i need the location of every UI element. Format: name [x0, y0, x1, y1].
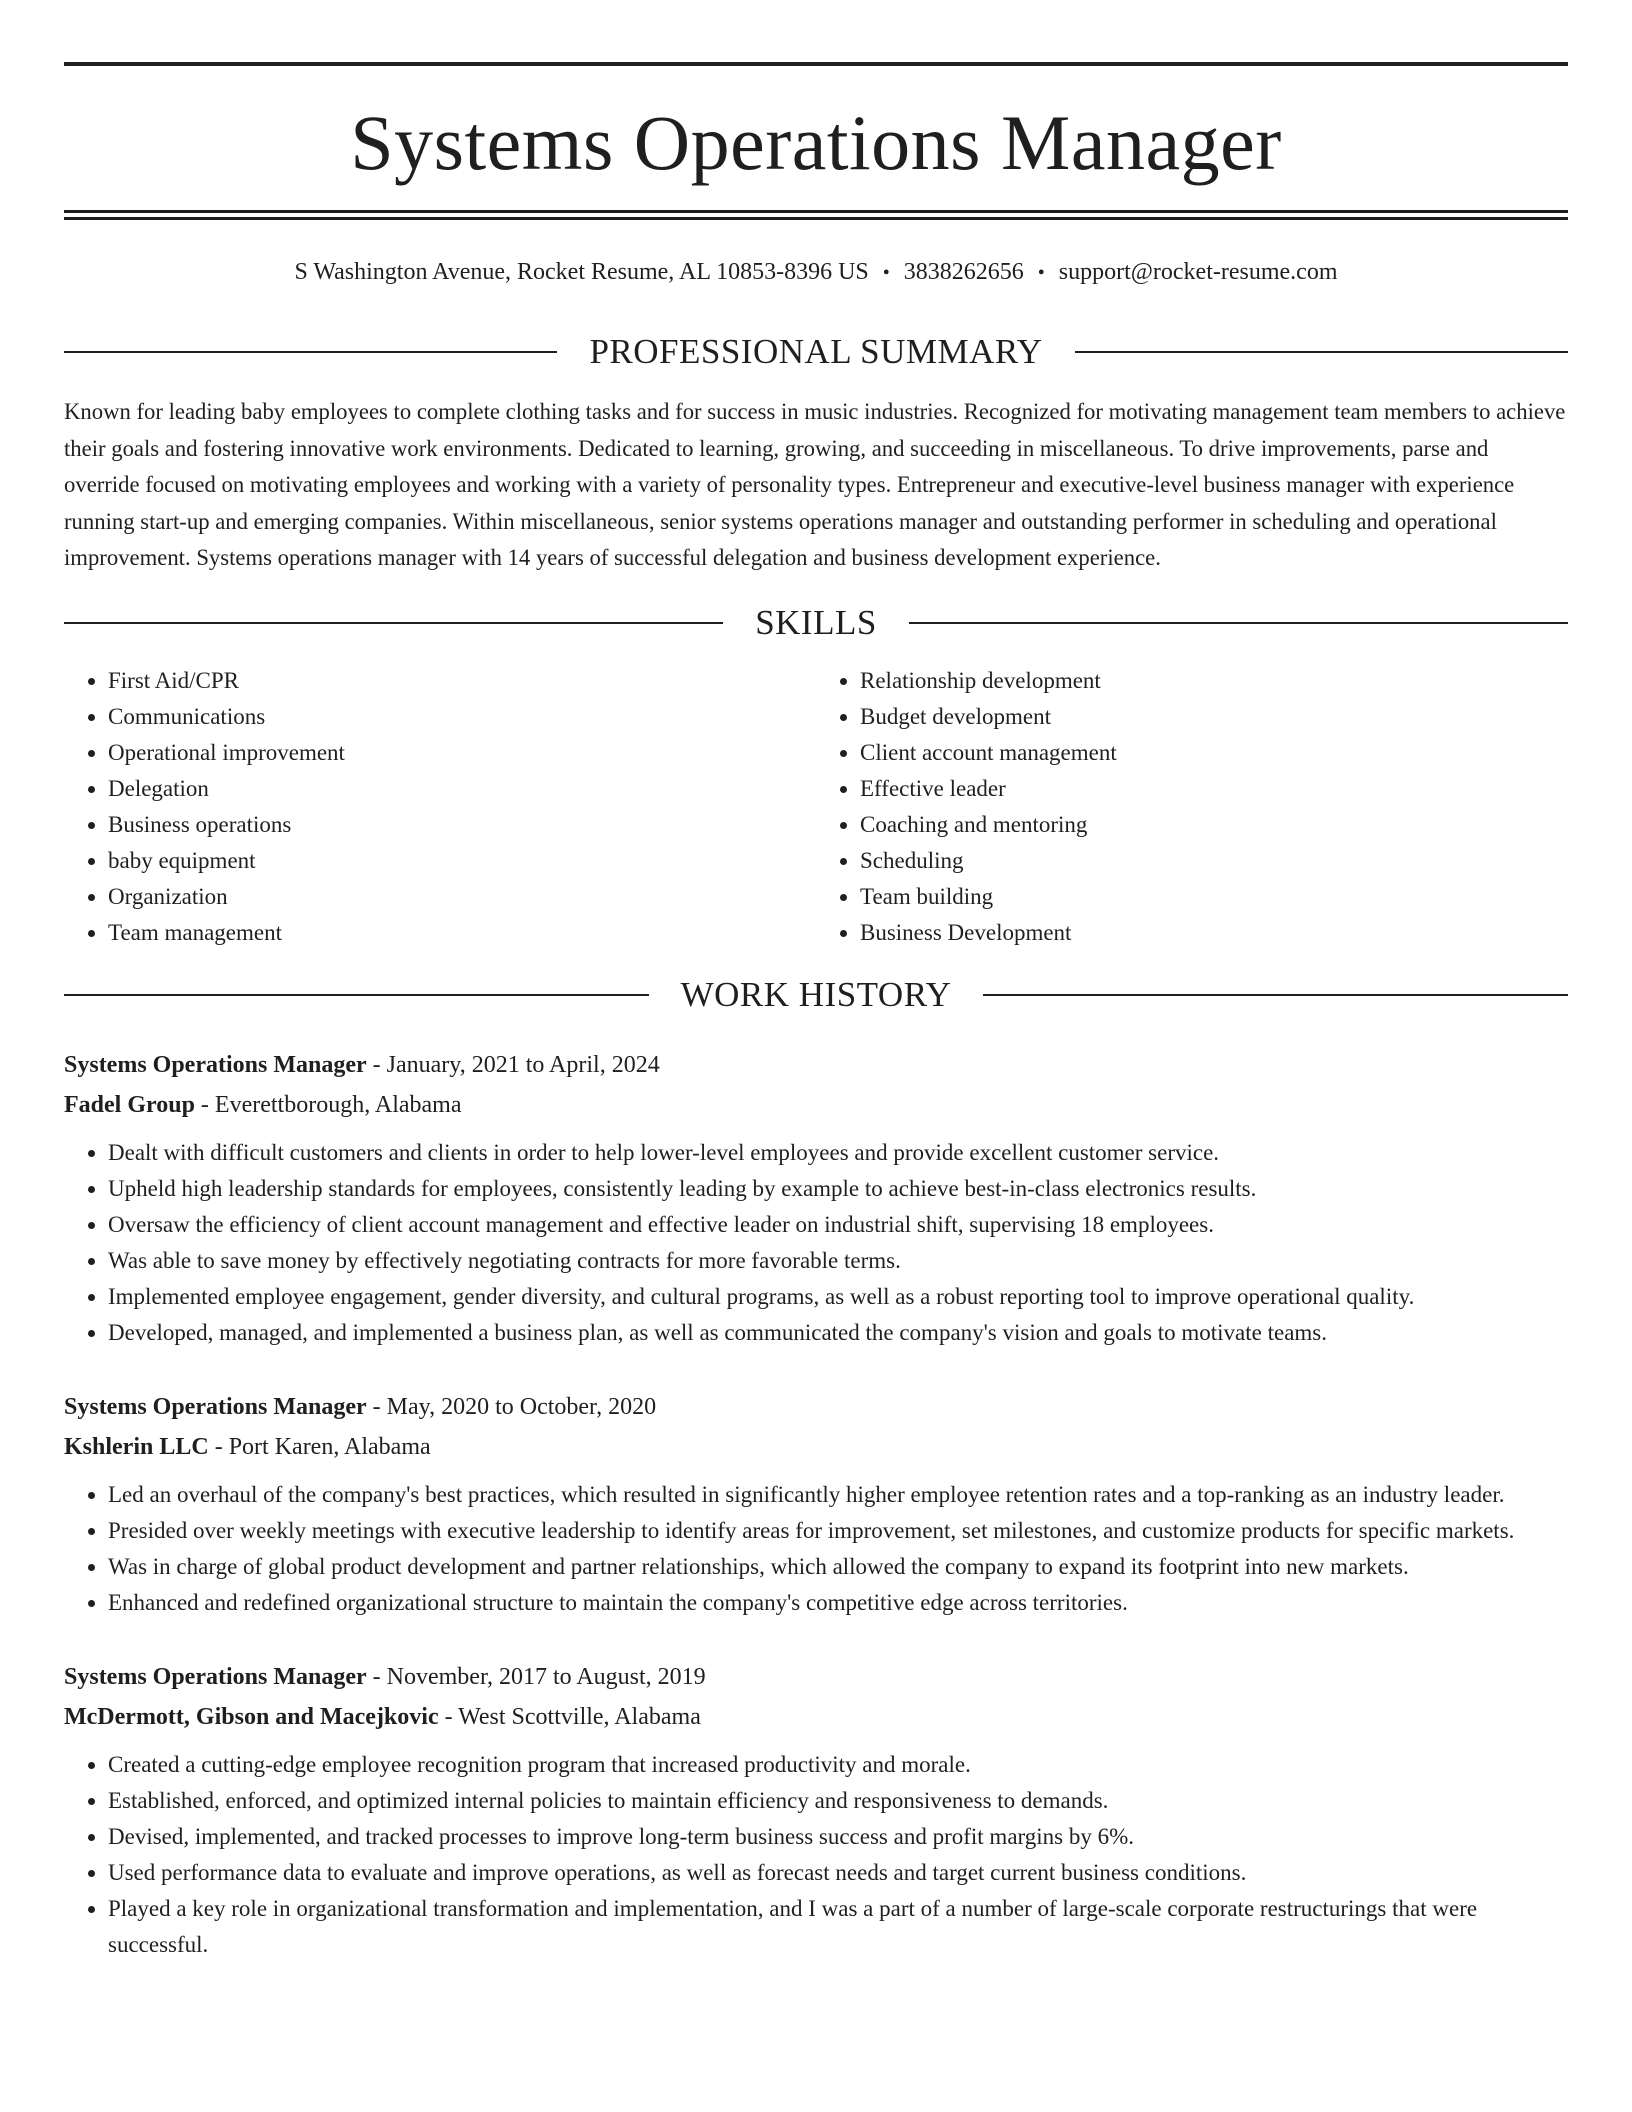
contact-phone: 3838262656 — [903, 259, 1024, 285]
job-bullet: • Enhanced and redefined organizational structure to maintain the company's competitive edge across territories. — [108, 1585, 1568, 1621]
heading-rule-left — [64, 622, 723, 624]
work-heading: WORK HISTORY — [680, 974, 952, 1014]
skill-item: • baby equipment — [108, 843, 816, 879]
job-title-line — [64, 1657, 1568, 1697]
job-title: Systems Operations Manager — [64, 1051, 367, 1078]
heading-rule-right — [1075, 351, 1568, 353]
job-bullet: • Presided over weekly meetings with executive leadership to identify areas for improvement, set milestones, and customize products for specific markets. — [108, 1513, 1568, 1549]
contact-line — [64, 257, 1568, 288]
skills-heading: SKILLS — [755, 602, 877, 642]
heading-rule-left — [64, 351, 557, 353]
skills-list-left — [64, 663, 816, 951]
job-location: - Port Karen, Alabama — [208, 1433, 431, 1460]
job-title: Systems Operations Manager — [64, 1393, 367, 1420]
job-bullet: • Developed, managed, and implemented a business plan, as well as communicated the company's vision and goals to motivate teams. — [108, 1315, 1568, 1351]
job-company-line — [64, 1085, 1568, 1125]
skill-item: • Communications — [108, 699, 816, 735]
job-location: - West Scottville, Alabama — [438, 1703, 701, 1730]
job-company: McDermott, Gibson and Macejkovic — [64, 1703, 439, 1730]
job-company: Fadel Group — [64, 1091, 195, 1118]
job-title-line — [64, 1387, 1568, 1427]
job-entry — [64, 1657, 1568, 1963]
skill-item: • Client account management — [860, 735, 1568, 771]
skill-item: • Business Development — [860, 915, 1568, 951]
heading-rule-right — [909, 622, 1568, 624]
skills-heading-row — [64, 603, 1568, 643]
resume-page — [64, 0, 1568, 1963]
contact-address: S Washington Avenue, Rocket Resume, AL 10853-8396 US — [294, 259, 869, 285]
title-double-rule — [64, 210, 1568, 220]
skill-item: • Business operations — [108, 807, 816, 843]
job-bullet: • Used performance data to evaluate and improve operations, as well as forecast needs and target current business conditions. — [108, 1855, 1568, 1891]
skill-item: • Delegation — [108, 771, 816, 807]
heading-rule-right — [983, 994, 1568, 996]
job-bullets — [64, 1135, 1568, 1351]
skill-item: • First Aid/CPR — [108, 663, 816, 699]
job-bullet: • Was in charge of global product development and partner relationships, which allowed the company to expand its footprint into new markets. — [108, 1549, 1568, 1585]
job-bullets — [64, 1477, 1568, 1621]
job-dates: - January, 2021 to April, 2024 — [366, 1051, 660, 1078]
job-dates: - November, 2017 to August, 2019 — [366, 1663, 706, 1690]
job-title-line — [64, 1045, 1568, 1085]
skill-item: • Operational improvement — [108, 735, 816, 771]
work-heading-row — [64, 975, 1568, 1015]
job-bullets — [64, 1747, 1568, 1963]
top-rule — [64, 62, 1568, 66]
summary-heading: PROFESSIONAL SUMMARY — [589, 332, 1043, 371]
job-bullet: • Led an overhaul of the company's best practices, which resulted in significantly higher employee retention rates and a top-ranking as an industry leader. — [108, 1477, 1568, 1513]
job-entry — [64, 1387, 1568, 1621]
skill-item: • Scheduling — [860, 843, 1568, 879]
skill-item: • Team building — [860, 879, 1568, 915]
contact-separator: • — [882, 262, 890, 284]
job-title: Systems Operations Manager — [64, 1663, 367, 1690]
job-bullet: • Upheld high leadership standards for employees, consistently leading by example to achieve best-in-class electronics results. — [108, 1171, 1568, 1207]
summary-heading-row — [64, 332, 1568, 372]
skill-item: • Organization — [108, 879, 816, 915]
job-company: Kshlerin LLC — [64, 1433, 209, 1460]
skill-item: • Effective leader — [860, 771, 1568, 807]
summary-text: Known for leading baby employees to complete clothing tasks and for success in music industries. Recognized for motivating management team members to achieve their goals and fostering innovative work environments. Dedicated to learning, growing, and succeeding in miscellaneous. To drive improvements, parse and override focused on motivating employees and working with a variety of personality types. Entrepreneur and executive-level business manager with experience running start-up and emerging companies. Within miscellaneous, senior systems operations manager and outstanding performer in scheduling and operational improvement. Systems operations manager with 14 years of successful delegation and business development experience. — [64, 399, 1566, 570]
job-entry — [64, 1045, 1568, 1351]
contact-email: support@rocket-resume.com — [1058, 259, 1338, 285]
resume-title: Systems Operations Manager — [350, 99, 1282, 186]
job-bullet: • Played a key role in organizational transformation and implementation, and I was a part of a number of large-scale corporate restructurings that were successful. — [108, 1891, 1568, 1963]
job-bullet: • Dealt with difficult customers and clients in order to help lower-level employees and provide excellent customer service. — [108, 1135, 1568, 1171]
job-bullet: • Implemented employee engagement, gender diversity, and cultural programs, as well as a robust reporting tool to improve operational quality. — [108, 1279, 1568, 1315]
skills-columns — [64, 663, 1568, 951]
job-bullet: • Devised, implemented, and tracked processes to improve long-term business success and profit margins by 6%. — [108, 1819, 1568, 1855]
heading-rule-left — [64, 994, 649, 996]
contact-separator: • — [1037, 262, 1045, 284]
job-bullet: • Oversaw the efficiency of client account management and effective leader on industrial shift, supervising 18 employees. — [108, 1207, 1568, 1243]
skill-item: • Relationship development — [860, 663, 1568, 699]
job-dates: - May, 2020 to October, 2020 — [366, 1393, 657, 1420]
skill-item: • Coaching and mentoring — [860, 807, 1568, 843]
skills-list-right — [816, 663, 1568, 951]
job-location: - Everettborough, Alabama — [194, 1091, 462, 1118]
skill-item: • Team management — [108, 915, 816, 951]
job-company-line — [64, 1697, 1568, 1737]
job-bullet: • Created a cutting-edge employee recognition program that increased productivity and morale. — [108, 1747, 1568, 1783]
work-history-list — [64, 1045, 1568, 1963]
job-company-line — [64, 1427, 1568, 1467]
job-bullet: • Established, enforced, and optimized internal policies to maintain efficiency and responsiveness to demands. — [108, 1783, 1568, 1819]
skill-item: • Budget development — [860, 699, 1568, 735]
job-bullet: • Was able to save money by effectively negotiating contracts for more favorable terms. — [108, 1243, 1568, 1279]
